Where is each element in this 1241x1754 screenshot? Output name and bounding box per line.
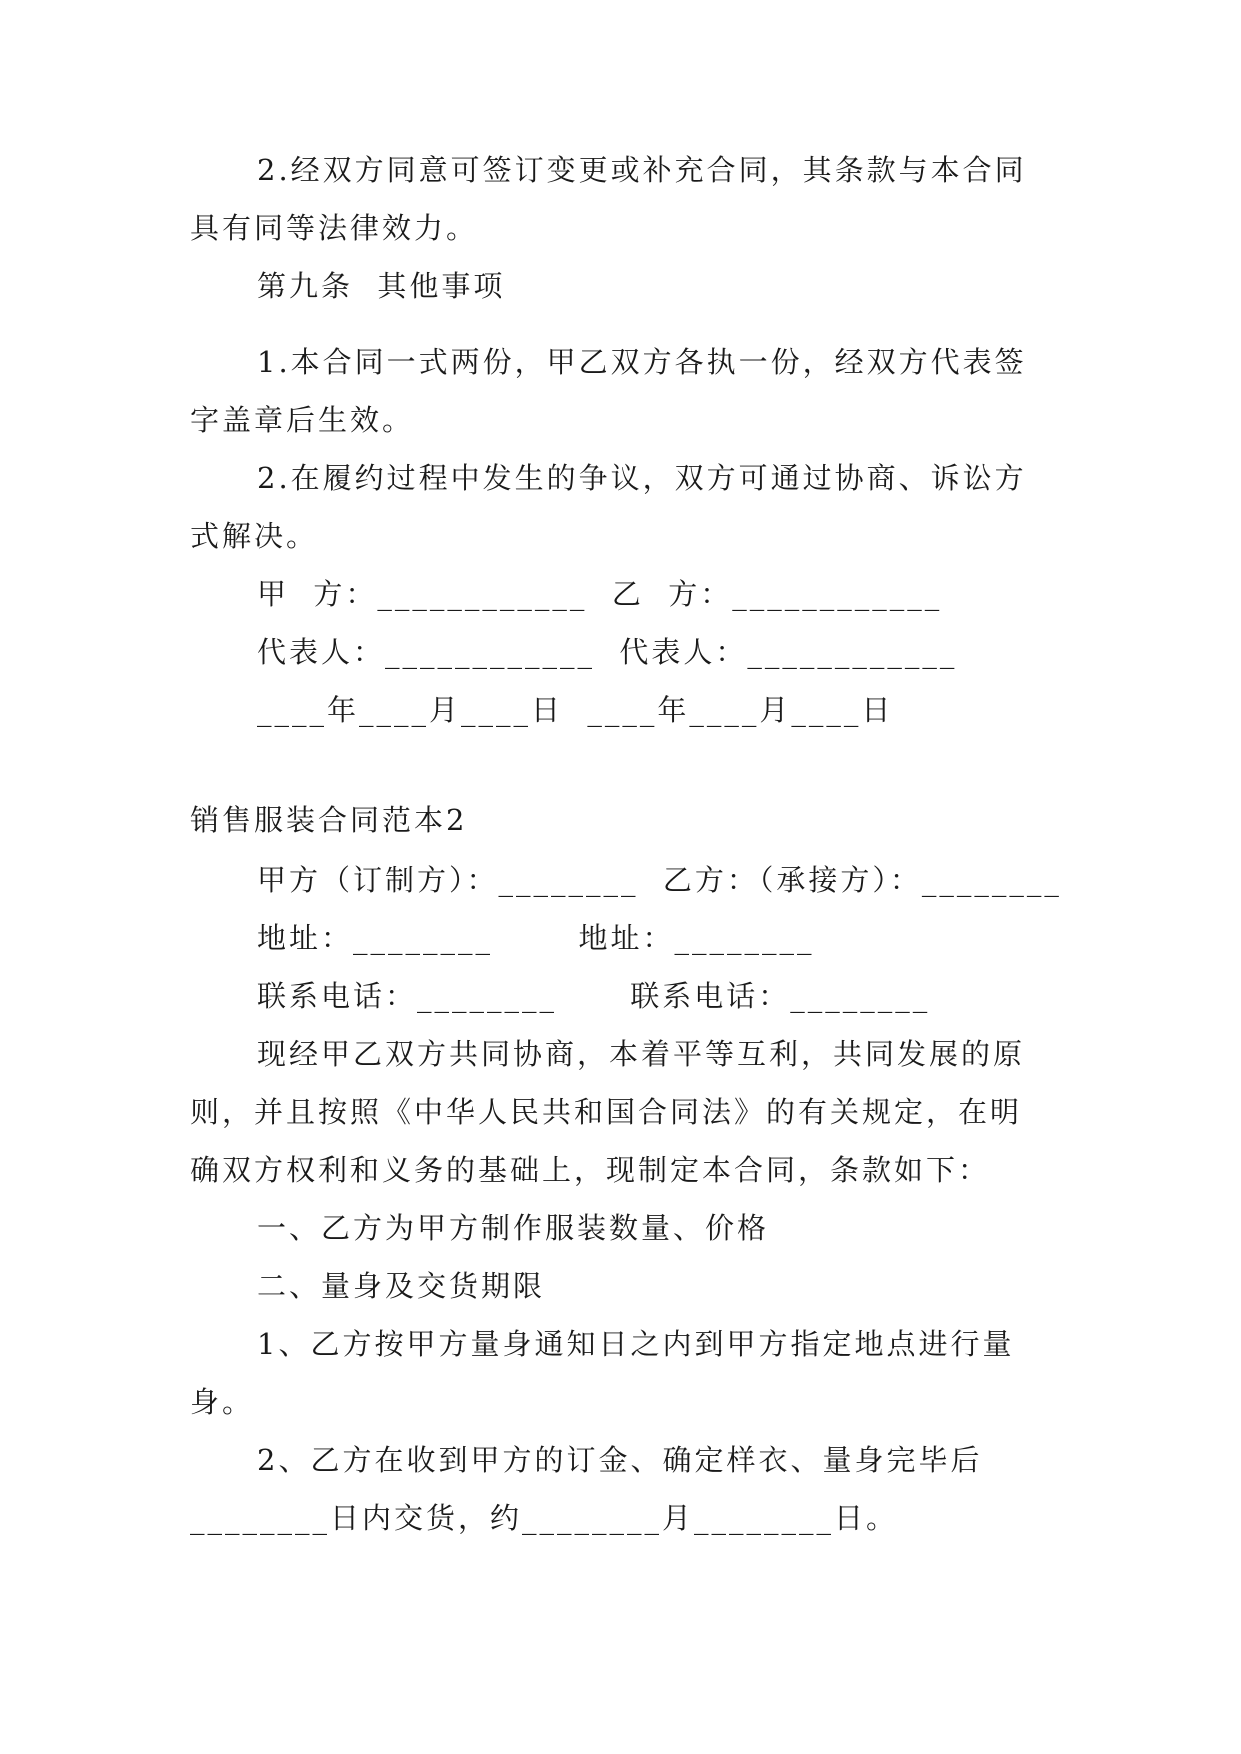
preamble-line-1: 现经甲乙双方共同协商，本着平等互利，共同发展的原	[257, 1037, 1026, 1071]
signature-date-line: ____年____月____日 ____年____月____日	[257, 693, 894, 727]
section-1-heading: 一、乙方为甲方制作服装数量、价格	[257, 1211, 770, 1245]
clause-9-item-2-line-2: 式解决。	[190, 519, 319, 553]
clause-9-heading: 第九条 其他事项	[257, 269, 506, 303]
parties-line: 甲方（订制方）：________ 乙方：（承接方）：________	[257, 863, 1062, 897]
section-2-item-2-line-1: 2、乙方在收到甲方的订金、确定样衣、量身完毕后	[257, 1443, 983, 1477]
signature-party-line: 甲 方：____________ 乙 方：____________	[257, 577, 943, 611]
section-2-heading: 二、量身及交货期限	[257, 1269, 546, 1303]
contract-2-title: 销售服装合同范本2	[190, 803, 468, 837]
clause-9-item-1-line-2: 字盖章后生效。	[190, 403, 415, 437]
clause-9-item-1-line-1: 1.本合同一式两份，甲乙双方各执一份，经双方代表签	[257, 345, 1027, 379]
clause-8-item-2-line-1: 2.经双方同意可签订变更或补充合同，其条款与本合同	[257, 153, 1027, 187]
section-2-item-2-line-2: ________日内交货，约________月________日。	[190, 1501, 899, 1535]
section-2-item-1-line-2: 身。	[190, 1385, 255, 1419]
preamble-line-2: 则，并且按照《中华人民共和国合同法》的有关规定，在明	[190, 1095, 1023, 1129]
phone-line: 联系电话：________ 联系电话：________	[257, 979, 931, 1013]
signature-representative-line: 代表人：____________ 代表人：____________	[257, 635, 958, 669]
address-line: 地址：________ 地址：________	[257, 921, 815, 955]
section-2-item-1-line-1: 1、乙方按甲方量身通知日之内到甲方指定地点进行量	[257, 1327, 1015, 1361]
clause-9-item-2-line-1: 2.在履约过程中发生的争议，双方可通过协商、诉讼方	[257, 461, 1027, 495]
preamble-line-3: 确双方权利和义务的基础上，现制定本合同，条款如下：	[190, 1153, 991, 1187]
clause-8-item-2-line-2: 具有同等法律效力。	[190, 211, 479, 245]
